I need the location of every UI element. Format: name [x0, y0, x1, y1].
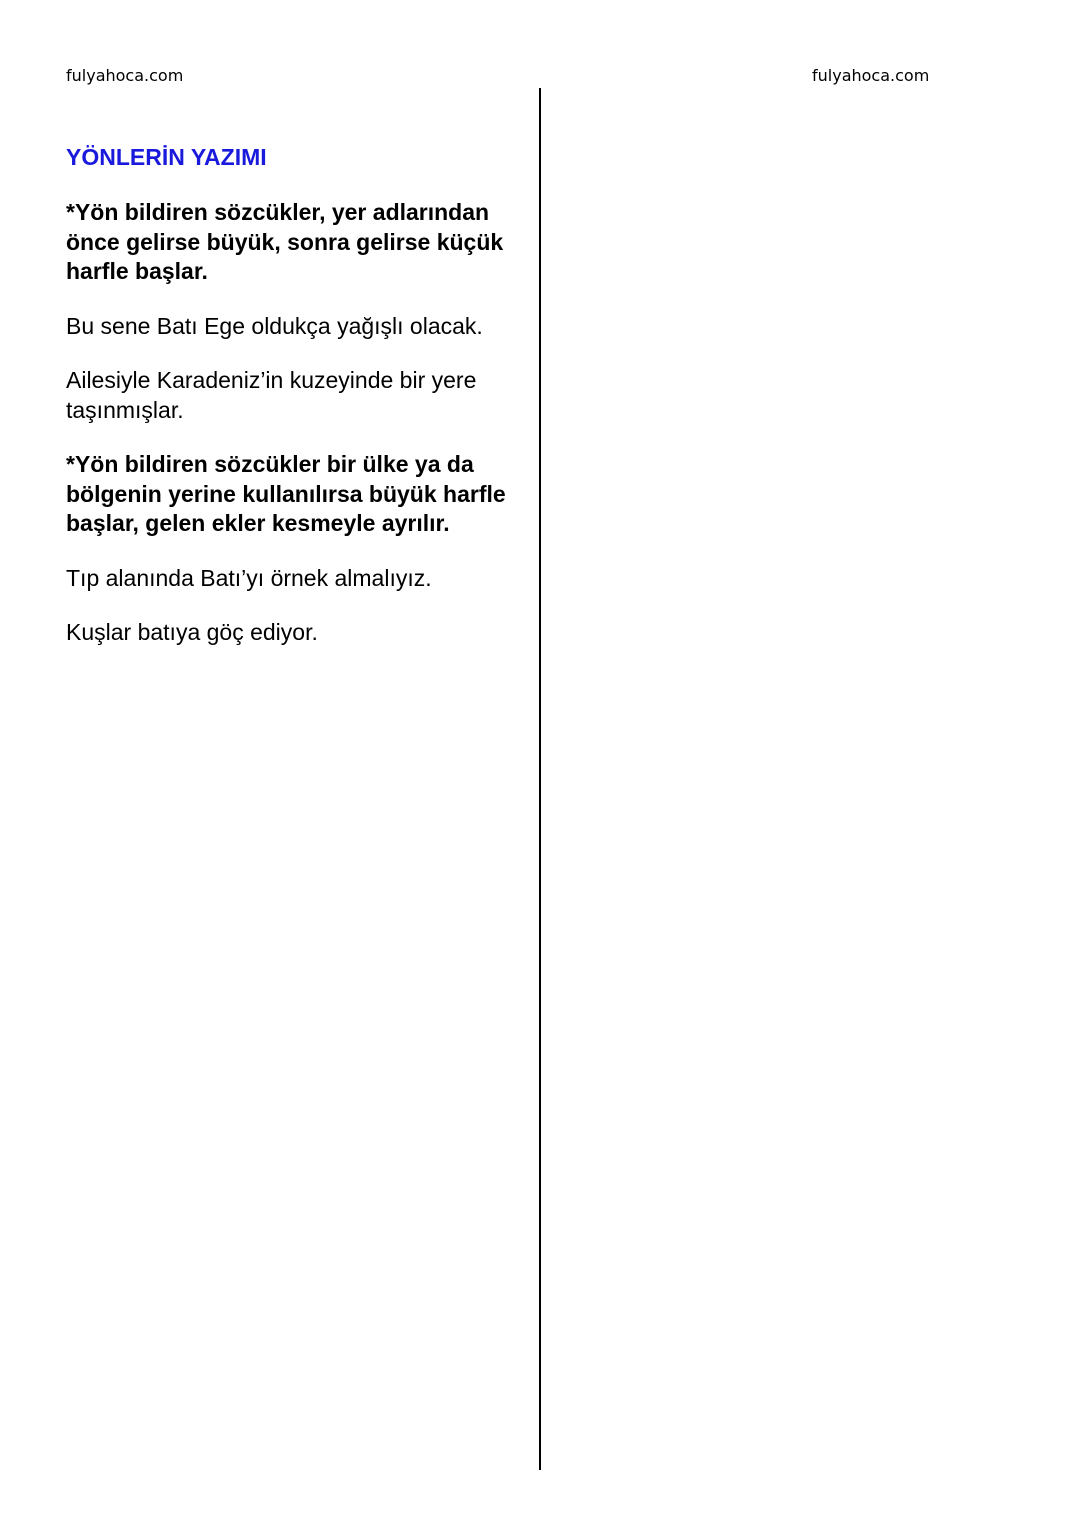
example-paragraph-4: Kuşlar batıya göç ediyor. — [66, 619, 318, 645]
column-divider — [539, 88, 541, 1470]
example-paragraph-1: Bu sene Batı Ege oldukça yağışlı olacak. — [66, 312, 483, 339]
section-title: YÖNLERİN YAZIMI — [66, 144, 267, 170]
header-site-left: fulyahoca.com — [66, 66, 184, 85]
rule-paragraph-2: *Yön bildiren sözcükler bir ülke ya da bölgenin yerine kullanılırsa büyük harfle başlar, gelen ekler kesmeyle ayrılır. — [66, 451, 506, 536]
left-column — [66, 142, 506, 673]
example-paragraph-3: Tıp alanında Batı’yı örnek almalıyız. — [66, 564, 432, 591]
example-paragraph-2: Ailesiyle Karadeniz’in kuzeyinde bir yere taşınmışlar. — [66, 367, 477, 423]
header-site-right: fulyahoca.com — [812, 66, 930, 85]
rule-paragraph-1: *Yön bildiren sözcükler, yer adlarından önce gelirse büyük, sonra gelirse küçük harfle başlar. — [66, 199, 504, 284]
